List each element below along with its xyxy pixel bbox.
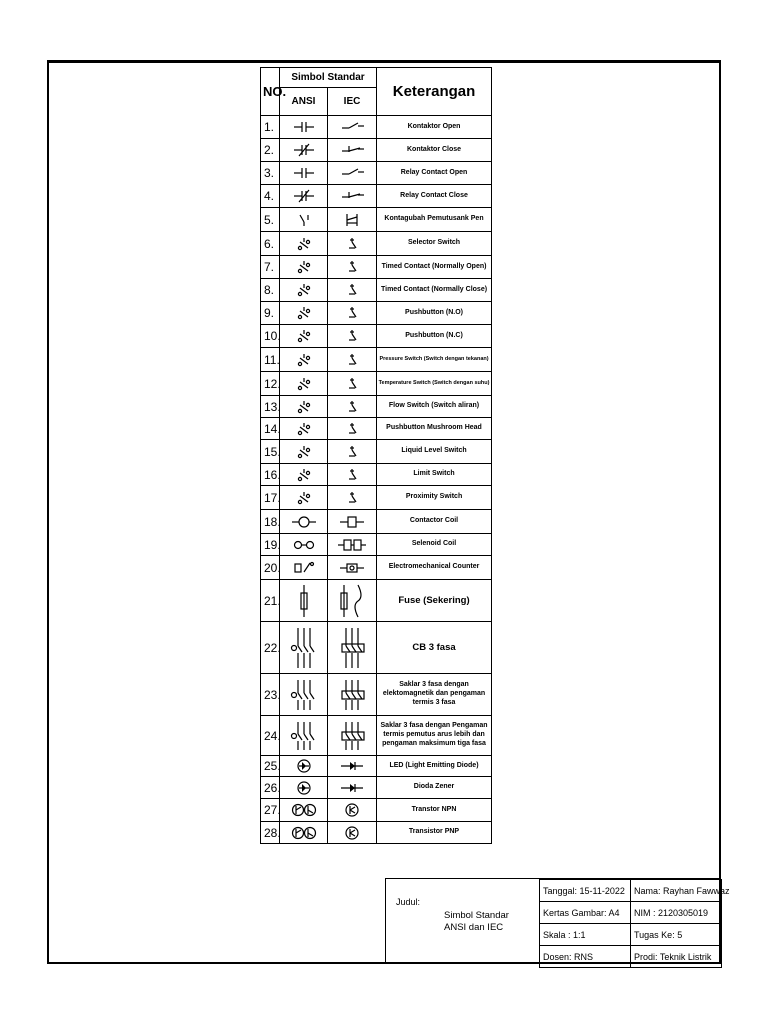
row-number: 15. (261, 440, 280, 464)
selector-switch-ansi-icon (280, 232, 328, 256)
table-row (261, 302, 492, 325)
table-row (261, 279, 492, 302)
pressure-switch-ansi-icon (280, 348, 328, 372)
limit-switch-ansi-icon (280, 464, 328, 486)
row-keterangan: Flow Switch (Switch aliran) (377, 396, 492, 418)
limit-switch-iec-icon (328, 464, 377, 486)
counter-iec-icon (328, 556, 377, 580)
pushbutton-no-iec-icon (328, 302, 377, 325)
row-number: 12. (261, 372, 280, 396)
led-iec-icon (328, 756, 377, 777)
row-keterangan: Dioda Zener (377, 777, 492, 799)
row-number: 22. (261, 622, 280, 674)
selector-switch-iec-icon (328, 232, 377, 256)
title-block (385, 878, 730, 964)
row-number: 6. (261, 232, 280, 256)
row-keterangan: Temperature Switch (Switch dengan suhu) (377, 372, 492, 396)
transistor-npn-iec-icon (328, 799, 377, 822)
drawing-title-line1: Simbol Standar (444, 910, 509, 921)
cb-3-phase-ansi-icon (280, 622, 328, 674)
row-keterangan: Electromechanical Counter (377, 556, 492, 580)
dosen-field: Dosen: RNS (540, 946, 631, 968)
header-iec: IEC (328, 88, 377, 116)
contactor-coil-ansi-icon (280, 510, 328, 534)
row-number: 1. (261, 116, 280, 139)
row-number: 5. (261, 208, 280, 232)
changeover-switch-iec-icon (328, 208, 377, 232)
header-no: NO. (261, 68, 280, 116)
row-number: 16. (261, 464, 280, 486)
header-simbol-standar: Simbol Standar (280, 68, 377, 88)
zener-diode-ansi-icon (280, 777, 328, 799)
solenoid-coil-ansi-icon (280, 534, 328, 556)
proximity-switch-iec-icon (328, 486, 377, 510)
contact-close-ansi-icon (280, 139, 328, 162)
table-row (261, 799, 492, 822)
table-row (261, 556, 492, 580)
row-number: 14. (261, 418, 280, 440)
transistor-pnp-iec-icon (328, 822, 377, 844)
table-row (261, 580, 492, 622)
row-number: 13. (261, 396, 280, 418)
row-number: 24. (261, 716, 280, 756)
kertas-field: Kertas Gambar: A4 (540, 902, 631, 924)
table-row (261, 534, 492, 556)
row-keterangan: Proximity Switch (377, 486, 492, 510)
contact-open-ansi-icon (280, 162, 328, 185)
contact-close-iec-icon (328, 139, 377, 162)
nim-field: NIM : 2120305019 (631, 902, 722, 924)
row-keterangan: Pushbutton Mushroom Head (377, 418, 492, 440)
table-row (261, 162, 492, 185)
table-row (261, 440, 492, 464)
pushbutton-nc-iec-icon (328, 325, 377, 348)
liquid-level-ansi-icon (280, 440, 328, 464)
zener-diode-iec-icon (328, 777, 377, 799)
row-number: 27. (261, 799, 280, 822)
row-keterangan: Fuse (Sekering) (377, 580, 492, 622)
row-keterangan: Kontagubah Pemutusank Pen (377, 208, 492, 232)
table-row (261, 464, 492, 486)
table-row (261, 208, 492, 232)
timed-contact-no-iec-icon (328, 256, 377, 279)
row-keterangan: Contactor Coil (377, 510, 492, 534)
contact-open-iec-icon (328, 116, 377, 139)
row-number: 25. (261, 756, 280, 777)
flow-switch-iec-icon (328, 396, 377, 418)
contact-close-iec-icon (328, 185, 377, 208)
nama-field: Nama: Rayhan Fawwaz (631, 880, 722, 902)
row-keterangan: Kontaktor Close (377, 139, 492, 162)
judul-label: Judul: (396, 897, 421, 907)
mushroom-head-iec-icon (328, 418, 377, 440)
mushroom-head-ansi-icon (280, 418, 328, 440)
table-row (261, 486, 492, 510)
header-ansi: ANSI (280, 88, 328, 116)
transistor-pnp-ansi-icon (280, 822, 328, 844)
row-keterangan: Pressure Switch (Switch dengan tekanan) (377, 348, 492, 372)
timed-contact-no-ansi-icon (280, 256, 328, 279)
switch-3-phase-overcurrent-iec-icon (328, 716, 377, 756)
row-keterangan: CB 3 fasa (377, 622, 492, 674)
row-number: 18. (261, 510, 280, 534)
changeover-switch-ansi-icon (280, 208, 328, 232)
row-keterangan: Timed Contact (Normally Close) (377, 279, 492, 302)
led-ansi-icon (280, 756, 328, 777)
table-row (261, 756, 492, 777)
contact-close-ansi-icon (280, 185, 328, 208)
row-number: 23. (261, 674, 280, 716)
table-row (261, 232, 492, 256)
row-number: 2. (261, 139, 280, 162)
proximity-switch-ansi-icon (280, 486, 328, 510)
drawing-title-line2: ANSI dan IEC (444, 922, 504, 934)
prodi-field: Prodi: Teknik Listrik (631, 946, 722, 968)
row-number: 10. (261, 325, 280, 348)
row-keterangan: Liquid Level Switch (377, 440, 492, 464)
contactor-coil-iec-icon (328, 510, 377, 534)
row-number: 19. (261, 534, 280, 556)
row-keterangan: Pushbutton (N.C) (377, 325, 492, 348)
table-row (261, 510, 492, 534)
row-keterangan: Transtor NPN (377, 799, 492, 822)
row-number: 4. (261, 185, 280, 208)
row-keterangan: Pushbutton (N.O) (377, 302, 492, 325)
table-row (261, 674, 492, 716)
row-keterangan: Timed Contact (Normally Open) (377, 256, 492, 279)
contact-open-iec-icon (328, 162, 377, 185)
switch-3-phase-overcurrent-ansi-icon (280, 716, 328, 756)
table-row (261, 396, 492, 418)
table-row (261, 325, 492, 348)
row-keterangan: Saklar 3 fasa dengan elektomagnetik dan pengaman termis 3 fasa (377, 674, 492, 716)
row-number: 21. (261, 580, 280, 622)
row-keterangan: Selector Switch (377, 232, 492, 256)
pushbutton-no-ansi-icon (280, 302, 328, 325)
row-number: 9. (261, 302, 280, 325)
row-number: 3. (261, 162, 280, 185)
timed-contact-nc-ansi-icon (280, 279, 328, 302)
table-row (261, 777, 492, 799)
header-keterangan: Keterangan (377, 68, 492, 116)
fuse-iec-icon (328, 580, 377, 622)
row-keterangan: Selenoid Coil (377, 534, 492, 556)
switch-3-phase-thermal-ansi-icon (280, 674, 328, 716)
pushbutton-nc-ansi-icon (280, 325, 328, 348)
flow-switch-ansi-icon (280, 396, 328, 418)
row-keterangan: Kontaktor Open (377, 116, 492, 139)
table-row (261, 185, 492, 208)
row-keterangan: Saklar 3 fasa dengan Pengaman termis pemutus arus lebih dan pengaman maksimum tiga fasa (377, 716, 492, 756)
row-number: 20. (261, 556, 280, 580)
table-row (261, 822, 492, 844)
table-row (261, 418, 492, 440)
row-keterangan: LED (Light Emitting Diode) (377, 756, 492, 777)
transistor-npn-ansi-icon (280, 799, 328, 822)
row-keterangan: Transistor PNP (377, 822, 492, 844)
table-row (261, 139, 492, 162)
symbol-table (260, 67, 492, 844)
row-keterangan: Limit Switch (377, 464, 492, 486)
row-number: 7. (261, 256, 280, 279)
table-row (261, 116, 492, 139)
switch-3-phase-thermal-iec-icon (328, 674, 377, 716)
row-number: 17. (261, 486, 280, 510)
temperature-switch-iec-icon (328, 372, 377, 396)
cb-3-phase-iec-icon (328, 622, 377, 674)
table-row (261, 716, 492, 756)
counter-ansi-icon (280, 556, 328, 580)
timed-contact-nc-iec-icon (328, 279, 377, 302)
table-row (261, 256, 492, 279)
contact-open-ansi-icon (280, 116, 328, 139)
row-number: 26. (261, 777, 280, 799)
tugas-field: Tugas Ke: 5 (631, 924, 722, 946)
solenoid-coil-iec-icon (328, 534, 377, 556)
title-block-grid (539, 879, 730, 968)
row-number: 11. (261, 348, 280, 372)
row-number: 8. (261, 279, 280, 302)
row-number: 28. (261, 822, 280, 844)
table-row (261, 372, 492, 396)
table-row (261, 622, 492, 674)
liquid-level-iec-icon (328, 440, 377, 464)
pressure-switch-iec-icon (328, 348, 377, 372)
temperature-switch-ansi-icon (280, 372, 328, 396)
skala-field: Skala : 1:1 (540, 924, 631, 946)
row-keterangan: Relay Contact Close (377, 185, 492, 208)
tanggal-field: Tanggal: 15-11-2022 (540, 880, 631, 902)
row-keterangan: Relay Contact Open (377, 162, 492, 185)
table-row (261, 348, 492, 372)
fuse-ansi-icon (280, 580, 328, 622)
drawing-title (444, 910, 509, 935)
